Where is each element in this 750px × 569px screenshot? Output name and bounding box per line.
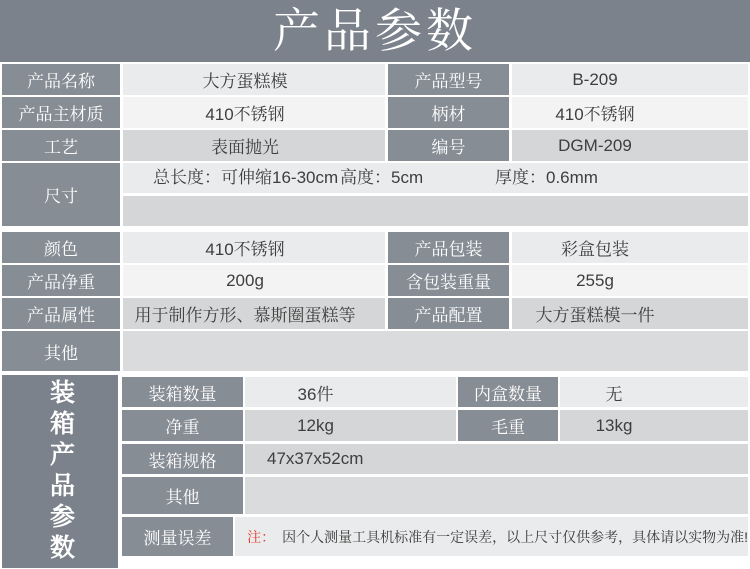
row-carton-weight <box>122 410 748 441</box>
label-packed-weight: 含包装重量 <box>388 265 509 296</box>
note-prefix: 注： <box>247 528 276 545</box>
label-product-name: 产品名称 <box>2 64 120 95</box>
value-packaging: 彩盒包装 <box>512 232 748 263</box>
value-product-name: 大方蛋糕模 <box>123 64 385 95</box>
packing-table <box>122 377 748 559</box>
label-configuration: 产品配置 <box>388 298 509 329</box>
value-configuration: 大方蛋糕模一件 <box>512 298 748 329</box>
packing-section <box>0 375 750 569</box>
row-attribute <box>0 298 750 329</box>
value-packed-weight: 255g <box>512 265 748 296</box>
measurement-tolerance-note <box>235 517 748 556</box>
label-measurement-tolerance: 测量误差 <box>122 517 233 556</box>
value-gross-weight: 13kg <box>560 410 748 441</box>
label-net-weight: 产品净重 <box>2 265 120 296</box>
row-other <box>0 331 750 371</box>
size-total-length: 总长度：可伸缩16-30cm <box>153 168 339 187</box>
label-packing-other: 其他 <box>122 477 243 514</box>
row-color <box>0 232 750 263</box>
label-handle-material: 柄材 <box>388 97 509 128</box>
label-attribute: 产品属性 <box>2 298 120 329</box>
size-values <box>123 163 748 226</box>
size-dimensions <box>123 163 748 193</box>
label-size: 尺寸 <box>2 163 120 226</box>
label-gross-weight: 毛重 <box>458 410 558 441</box>
label-craft: 工艺 <box>2 130 120 161</box>
note-text: 因个人测量工具机标准有一定误差，以上尺寸仅供参考，具体请以实物为准! <box>282 528 748 545</box>
label-packaging: 产品包装 <box>388 232 509 263</box>
spec-table <box>0 64 750 373</box>
page-title: 产品参数 <box>0 0 750 62</box>
label-carton-net-weight: 净重 <box>122 410 243 441</box>
label-main-material: 产品主材质 <box>2 97 120 128</box>
value-color: 410不锈钢 <box>123 232 385 263</box>
value-box-quantity: 36件 <box>245 377 456 407</box>
value-main-material: 410不锈钢 <box>123 97 385 128</box>
value-net-weight: 200g <box>123 265 385 296</box>
value-attribute: 用于制作方形、慕斯圈蛋糕等 <box>123 298 385 329</box>
row-net-weight <box>0 265 750 296</box>
label-color: 颜色 <box>2 232 120 263</box>
row-craft <box>0 130 750 161</box>
value-other <box>123 331 748 371</box>
value-carton-net-weight: 12kg <box>245 410 456 441</box>
row-packing-other <box>122 477 748 514</box>
size-thickness: 厚度：0.6mm <box>495 168 598 187</box>
value-craft: 表面抛光 <box>123 130 385 161</box>
label-carton-size: 装箱规格 <box>122 444 243 474</box>
value-carton-size: 47x37x52cm <box>245 444 748 474</box>
row-box-quantity <box>122 377 748 407</box>
label-box-quantity: 装箱数量 <box>122 377 243 407</box>
row-size <box>0 163 750 226</box>
row-product-name <box>0 64 750 95</box>
row-measurement-tolerance <box>122 517 748 556</box>
size-empty-strip <box>123 196 748 226</box>
label-other: 其他 <box>2 331 120 371</box>
value-serial-number: DGM-209 <box>512 130 748 161</box>
label-serial-number: 编号 <box>388 130 509 161</box>
value-product-model: B-209 <box>512 64 748 95</box>
size-height: 高度：5cm <box>340 168 424 187</box>
packing-section-header <box>2 375 118 568</box>
label-product-model: 产品型号 <box>388 64 509 95</box>
value-packing-other <box>245 477 748 514</box>
packing-section-title: 装箱产品参数 <box>46 378 75 565</box>
value-handle-material: 410不锈钢 <box>512 97 748 128</box>
row-carton-size <box>122 444 748 474</box>
row-material <box>0 97 750 128</box>
value-inner-box-quantity: 无 <box>560 377 748 407</box>
label-inner-box-quantity: 内盒数量 <box>458 377 558 407</box>
